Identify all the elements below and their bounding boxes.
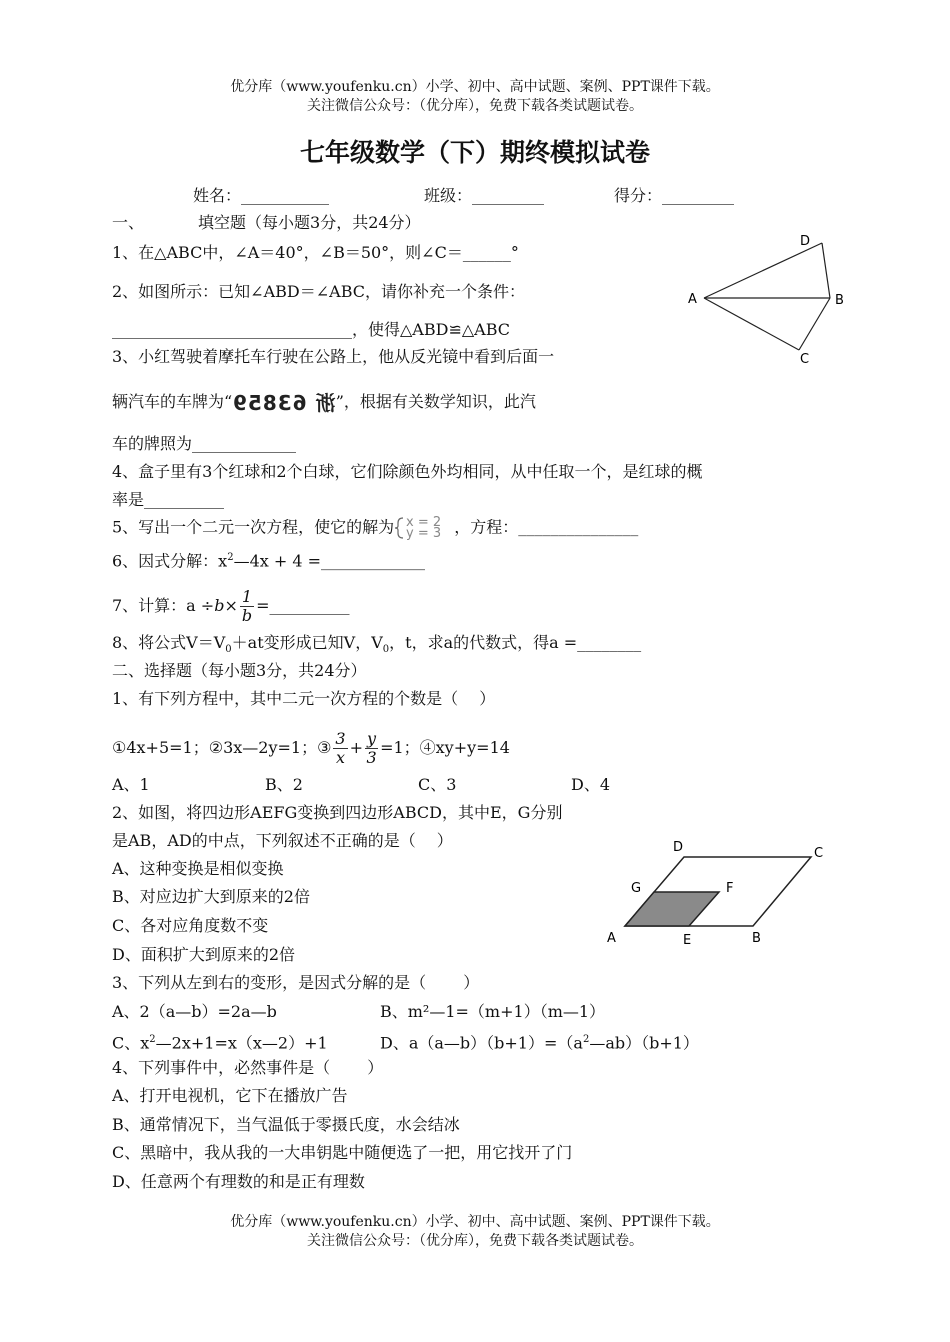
q1-f2-num: y	[367, 729, 377, 748]
s2-q3-option-b: B、m²—1=（m+1）（m—1）	[380, 1002, 606, 1021]
fig2-label-e: E	[683, 933, 692, 948]
section1-heading	[112, 213, 421, 233]
score-field: 得分：_________	[614, 186, 735, 205]
s1-question-6	[112, 548, 425, 571]
fig2-label-a: A	[607, 931, 616, 946]
q1-list-b: =1；④xy+y=14	[380, 738, 510, 757]
page-title: 七年级数学（下）期终模拟试卷	[299, 138, 650, 167]
s1-question-3-line-2	[112, 392, 536, 413]
q6-exponent: 2	[227, 552, 234, 563]
fig1-label-d: D	[800, 234, 811, 249]
fig1-label-b: B	[835, 293, 844, 308]
s1-question-3-line-3: 车的牌照为_____________	[112, 434, 297, 453]
q3d-post: —ab）（b+1）	[589, 1033, 699, 1053]
q3c-pre: C、x	[112, 1033, 150, 1053]
fig2-label-f: F	[726, 881, 734, 896]
q6-pre: 6、因式分解：x	[112, 551, 228, 571]
parallelogram-aefg	[625, 892, 719, 926]
q8-pre: 8、将公式V＝V	[112, 633, 226, 652]
fig1-label-c: C	[800, 352, 810, 367]
fig2-label-b: B	[752, 931, 761, 946]
q6-post: —4x + 4 =_____________	[233, 551, 426, 571]
s2-question-1-list	[112, 730, 510, 767]
equation-system-brace	[394, 516, 454, 540]
q7-b: b	[214, 596, 225, 615]
q7-pre: 7、计算：a ÷	[112, 596, 215, 615]
system-equation-1: x = 2	[406, 516, 442, 530]
figure-triangles-abd-abc	[680, 230, 855, 370]
q3d-exponent: 2	[582, 1034, 590, 1045]
section1-title: 填空题（每小题3分，共24分）	[198, 213, 421, 232]
class-field: 班级：_________	[424, 186, 545, 205]
s2-question-2-line-2: 是AB，AD的中点，下列叙述不正确的是（ ）	[112, 831, 453, 850]
segment-ad	[704, 243, 822, 298]
q3d-pre: D、a（a—b）（b+1）=（a	[380, 1033, 583, 1053]
section2-heading: 二、选择题（每小题3分，共24分）	[112, 661, 367, 680]
s1-question-2-line-1: 2、如图所示：已知∠ABD＝∠ABC，请你补充一个条件：	[112, 282, 525, 301]
footer-line-1: 优分库（www.youfenku.cn）小学、初中、高中试题、案例、PPT课件下载。	[230, 1214, 720, 1230]
system-equation-2: y = 3	[406, 526, 442, 540]
s2-q4-option-a: A、打开电视机，它下在播放广告	[112, 1086, 348, 1105]
q7-times: ×	[224, 596, 238, 615]
q3-text-pre: 辆汽车的车牌为“	[112, 392, 233, 411]
q8-post: ，t，求a的代数式，得a =________	[389, 633, 642, 652]
s2-q1-option-a: A、1	[112, 775, 150, 794]
fig2-label-d: D	[673, 840, 684, 855]
s1-question-4-line-2: 率是__________	[112, 490, 225, 509]
q8-sub-1: 0	[225, 644, 232, 656]
q1-f1-num: 3	[335, 729, 346, 748]
s1-question-4-line-1: 4、盒子里有3个红球和2个白球，它们除颜色外均相同，从中任取一个，是红球的概	[112, 462, 703, 481]
figure-parallelograms	[600, 835, 835, 950]
s2-q1-option-d: D、4	[571, 775, 611, 794]
q7-numerator: 1	[241, 587, 253, 606]
q7-fraction	[240, 588, 254, 625]
s1-question-7	[112, 588, 349, 625]
s2-q2-option-d: D、面积扩大到原来的2倍	[112, 945, 296, 964]
q1-fraction-1	[333, 730, 347, 767]
q5-text-post: ，方程：_______________	[454, 517, 639, 537]
fig1-label-a: A	[688, 292, 697, 307]
name-field: 姓名：___________	[193, 186, 330, 205]
q1-fraction-2	[365, 730, 378, 767]
s1-question-8	[112, 633, 641, 660]
s2-q1-option-c: C、3	[418, 775, 457, 794]
s2-question-3: 3、下列从左到右的变形，是因式分解的是（ ）	[112, 973, 480, 992]
s1-question-1: 1、在△ABC中，∠A＝40°，∠B＝50°，则∠C＝______°	[112, 243, 519, 262]
section1-number: 一、	[112, 213, 145, 232]
s2-question-2-line-1: 2、如图，将四边形AEFG变换到四边形ABCD，其中E，G分别	[112, 803, 563, 822]
s2-q3-option-d	[380, 1030, 699, 1053]
footer-line-2: 关注微信公众号：（优分库），免费下载各类试题试卷。	[307, 1233, 643, 1249]
s2-q4-option-c: C、黑暗中，我从我的一大串钥匙中随便选了一把，用它找开了门	[112, 1143, 573, 1162]
s2-question-4: 4、下列事件中，必然事件是（ ）	[112, 1058, 384, 1077]
q8-mid: ＋at变形成已知V，V	[231, 633, 383, 652]
s2-q4-option-b: B、通常情况下，当气温低于零摄氏度，水会结冰	[112, 1115, 460, 1134]
mirrored-license-plate: 浙 63859	[232, 390, 336, 415]
s1-question-2-line-2: ______________________________，使得△ABD≌△ABC	[112, 320, 511, 339]
s1-question-3-line-1: 3、小红驾驶着摩托车行驶在公路上，他从反光镜中看到后面一	[112, 347, 555, 366]
fig2-label-g: G	[631, 881, 642, 896]
fig2-label-c: C	[814, 846, 824, 861]
s2-q2-option-a: A、这种变换是相似变换	[112, 859, 284, 878]
s2-q3-option-c	[112, 1030, 328, 1053]
q3c-post: —2x+1=x（x—2）+1	[155, 1033, 328, 1053]
s1-question-5	[112, 516, 638, 540]
segment-ac	[704, 298, 799, 350]
s2-q2-option-c: C、各对应角度数不变	[112, 916, 269, 935]
header-line-1: 优分库（www.youfenku.cn）小学、初中、高中试题、案例、PPT课件下载。	[230, 79, 720, 95]
q7-denominator: b	[241, 606, 253, 625]
q7-post: =__________	[256, 596, 350, 615]
s2-q4-option-d: D、任意两个有理数的和是正有理数	[112, 1172, 365, 1191]
q1-plus: +	[349, 738, 364, 757]
q1-list-a: ①4x+5=1；②3x—2y=1；③	[112, 738, 332, 757]
q8-sub-2: 0	[382, 644, 390, 656]
s2-q1-option-b: B、2	[265, 775, 303, 794]
s2-question-1: 1、有下列方程中，其中二元一次方程的个数是（ ）	[112, 689, 496, 708]
segment-cb	[799, 298, 830, 350]
segment-db	[822, 243, 830, 298]
s2-q3-option-a: A、2（a—b）=2a—b	[112, 1002, 277, 1021]
q5-text-pre: 5、写出一个二元一次方程，使它的解为	[112, 517, 395, 537]
s2-q2-option-b: B、对应边扩大到原来的2倍	[112, 887, 310, 906]
q3-text-post: ”，根据有关数学知识，此汽	[335, 392, 536, 411]
q3c-exponent: 2	[149, 1034, 156, 1045]
q1-f2-den: 3	[366, 748, 377, 767]
q1-f1-den: x	[336, 748, 346, 767]
header-line-2: 关注微信公众号：（优分库），免费下载各类试题试卷。	[307, 98, 643, 114]
